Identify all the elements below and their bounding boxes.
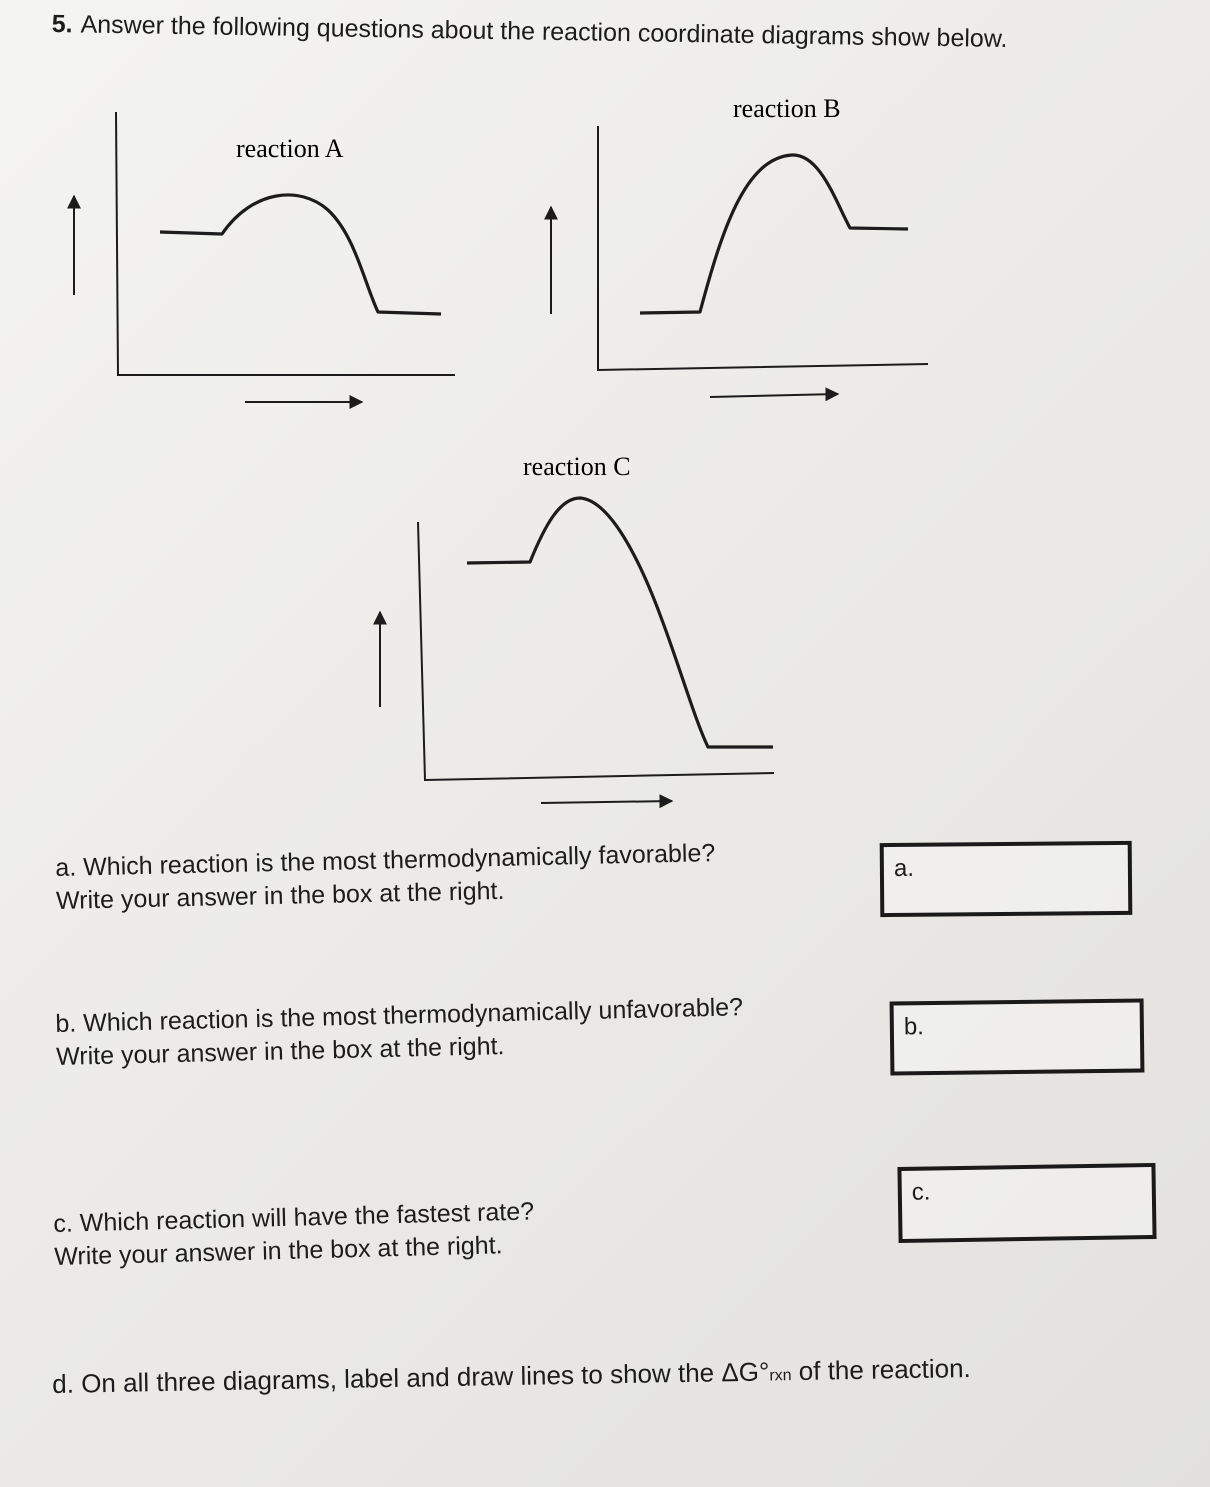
answer-box-b-label: b. bbox=[903, 1013, 925, 1041]
diagram-reaction-c bbox=[380, 452, 774, 803]
diagram-reaction-a bbox=[74, 112, 455, 402]
reaction-a-energy-curve bbox=[160, 195, 441, 314]
reaction-b-label: reaction B bbox=[733, 94, 841, 123]
answer-box-a-label: a. bbox=[893, 854, 915, 882]
answer-box-b[interactable] bbox=[890, 998, 1145, 1075]
question-b-instruction: Write your answer in the box at the right. bbox=[55, 1031, 505, 1071]
question-b-text: b. Which reaction is the most thermodynamically unfavorable? bbox=[55, 993, 744, 1038]
question-a-instruction: Write your answer in the box at the right. bbox=[55, 876, 505, 915]
reaction-c-energy-curve bbox=[467, 498, 773, 747]
answer-box-c[interactable] bbox=[897, 1163, 1156, 1243]
question-c-text: c. Which reaction will have the fastest rate? bbox=[53, 1197, 535, 1238]
question-a-text: a. Which reaction is the most thermodynamically favorable? bbox=[55, 839, 716, 882]
question-number: 5. bbox=[51, 9, 73, 39]
reaction-a-label: reaction A bbox=[236, 134, 344, 163]
question-c bbox=[53, 1195, 535, 1273]
reaction-b-coordinate-arrow bbox=[710, 394, 838, 397]
answer-box-a[interactable] bbox=[880, 841, 1133, 917]
diagram-reaction-b bbox=[551, 94, 928, 397]
reaction-c-label: reaction C bbox=[523, 452, 631, 481]
reaction-c-coordinate-arrow bbox=[541, 801, 672, 803]
reaction-b-axes bbox=[598, 126, 928, 370]
question-c-instruction: Write your answer in the box at the right. bbox=[53, 1230, 503, 1271]
answer-box-c-label: c. bbox=[911, 1178, 931, 1206]
delta-g-subscript: rxn bbox=[769, 1367, 792, 1385]
question-d-prefix: d. On all three diagrams, label and draw lines to show the bbox=[52, 1357, 722, 1399]
reaction-b-energy-curve bbox=[640, 155, 908, 313]
reaction-c-axes bbox=[418, 522, 774, 780]
question-heading-text: Answer the following questions about the reaction coordinate diagrams show below. bbox=[80, 10, 1008, 54]
question-d-suffix: of the reaction. bbox=[791, 1352, 972, 1387]
delta-g-symbol: ΔG° bbox=[721, 1356, 770, 1388]
